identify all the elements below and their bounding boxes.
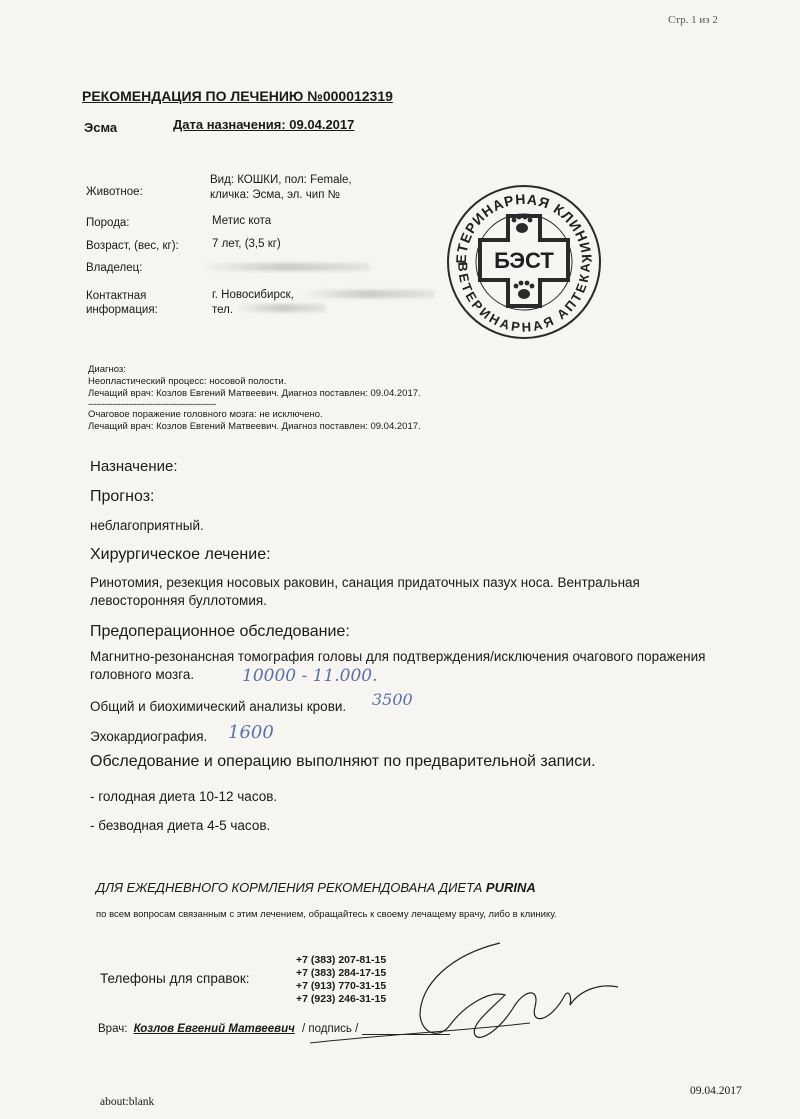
animal-value-line2: кличка: Эсма, эл. чип № <box>210 189 340 201</box>
animal-value-line1: Вид: КОШКИ, пол: Female, <box>210 174 352 186</box>
surgery-line1: Ринотомия, резекция носовых раковин, санация придаточных пазух носа. Вентральная <box>90 575 640 590</box>
animal-label: Животное: <box>86 186 143 198</box>
clinic-stamp-graphic <box>444 182 604 342</box>
mri-text <box>90 648 750 684</box>
age-value: 7 лет, (3,5 кг) <box>212 238 281 250</box>
redacted-address <box>300 290 435 298</box>
echo-text: Эхокардиография. <box>90 729 208 744</box>
mri-line2: головного мозга. <box>90 667 195 682</box>
diagnosis-1: Неопластический процесс: носовой полости. <box>88 376 287 387</box>
assignment-label: Назначение: <box>90 458 178 475</box>
diet-fasting: - голодная диета 10-12 часов. <box>90 789 278 804</box>
diagnosis-label: Диагноз: <box>88 364 126 375</box>
doctor-name: Козлов Евгений Матвеевич <box>133 1023 295 1035</box>
appointment-note: Обследование и операцию выполняют по предварительной записи. <box>90 753 596 770</box>
signature-label: / подпись / <box>302 1023 359 1035</box>
stamp-center-text: БЭСТ <box>494 248 554 273</box>
contact-value-line2: тел. <box>212 304 234 316</box>
doctor-label: Врач: <box>98 1023 128 1035</box>
contact-label-line2: информация: <box>86 304 158 316</box>
phones-label: Телефоны для справок: <box>100 971 250 986</box>
surgery-line2: левосторонняя буллотомия. <box>90 593 267 608</box>
diagnosis-2: Очаговое поражение головного мозга: не исключено. <box>88 409 323 420</box>
breed-label: Порода: <box>86 217 130 229</box>
breed-value: Метис кота <box>212 215 272 227</box>
owner-label: Владелец: <box>86 262 143 274</box>
age-label: Возраст, (вес, кг): <box>86 240 179 252</box>
contact-value-line1: г. Новосибирск, <box>212 289 294 301</box>
patient-name: Эсма <box>84 120 118 135</box>
diagnosis-block <box>88 364 421 433</box>
phone-number: +7 (383) 284-17-15 <box>296 967 387 979</box>
diagnosis-separator: ------------------------------------------------ <box>88 399 216 410</box>
footer-date: 09.04.2017 <box>690 1085 742 1097</box>
echo-price-handwritten: 1600 <box>228 722 274 743</box>
purina-prefix: ДЛЯ ЕЖЕДНЕВНОГО КОРМЛЕНИЯ РЕКОМЕНДОВАНА ДИЕТА <box>96 880 486 895</box>
mri-price-handwritten: 10000 - 11.000. <box>242 666 378 686</box>
redacted-phone <box>236 304 326 312</box>
page-number: Стр. 1 из 2 <box>668 14 718 26</box>
phone-number: +7 (923) 246-31-15 <box>296 993 387 1005</box>
redacted-owner <box>200 263 370 271</box>
contact-label <box>86 289 158 317</box>
preop-label: Предоперационное обследование: <box>90 623 350 640</box>
diet-no-water: - безводная диета 4-5 часов. <box>90 818 271 833</box>
prognosis-label: Прогноз: <box>90 488 155 505</box>
clinic-stamp <box>444 182 604 342</box>
purina-brand: PURINA <box>485 880 536 895</box>
doctor-line <box>98 1023 450 1035</box>
phone-number: +7 (383) 207-81-15 <box>296 954 387 966</box>
signature-line <box>362 1034 450 1035</box>
surgery-text <box>90 574 640 610</box>
blood-price-handwritten: 3500 <box>372 690 413 709</box>
stamp-bottom-text: ВЕТЕРИНАРНАЯ АПТЕКА <box>455 262 593 335</box>
diagnosis-1-doctor: Лечащий врач: Козлов Евгений Матвеевич. Диагноз поставлен: 09.04.2017. <box>88 388 421 399</box>
handwritten-signature <box>300 935 620 1055</box>
phone-number: +7 (913) 770-31-15 <box>296 980 387 992</box>
animal-value <box>210 173 352 203</box>
questions-note: по всем вопросам связанным с этим лечением, обращайтесь к своему лечащему врачу, либо в клинику. <box>96 909 557 920</box>
contact-value <box>212 288 294 318</box>
stamp-top-text: ЕТЕРИНАРНАЯ КЛИНИК <box>452 190 596 265</box>
mri-line1: Магнитно-резонансная томография головы для подтверждения/исключения очагового поражения <box>90 649 706 664</box>
purina-recommendation <box>96 880 536 895</box>
contact-label-line1: Контактная <box>86 290 147 302</box>
blood-test-text: Общий и биохимический анализы крови. <box>90 699 347 714</box>
footer-url: about:blank <box>100 1096 155 1108</box>
surgery-label: Хирургическое лечение: <box>90 546 271 563</box>
prognosis-value: неблагоприятный. <box>90 518 204 533</box>
appointment-date: Дата назначения: 09.04.2017 <box>173 117 355 132</box>
document-title: РЕКОМЕНДАЦИЯ ПО ЛЕЧЕНИЮ №000012319 <box>82 88 393 104</box>
diagnosis-2-doctor: Лечащий врач: Козлов Евгений Матвеевич. Диагноз поставлен: 09.04.2017. <box>88 421 421 432</box>
